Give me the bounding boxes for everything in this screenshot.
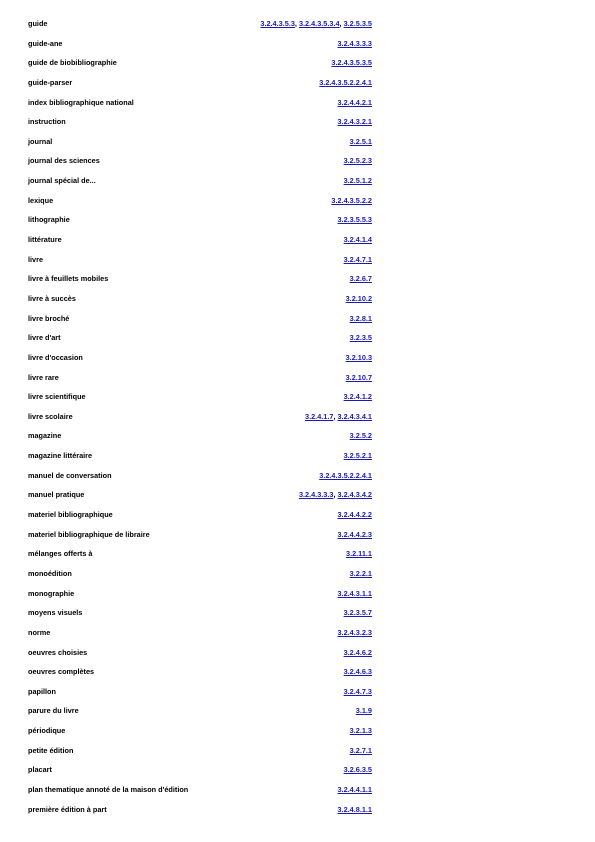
index-references: [200, 726, 372, 735]
index-term: monoédition: [28, 568, 72, 578]
section-reference-link[interactable]: 3.2.4.1.4: [343, 235, 372, 245]
section-reference-link[interactable]: 3.2.11.1: [346, 549, 372, 559]
index-references: [200, 196, 372, 205]
index-term: materiel bibliographique: [28, 510, 113, 520]
index-references: [200, 746, 372, 755]
index-entry: [0, 112, 595, 132]
section-reference-link[interactable]: 3.2.5.2.3: [343, 156, 372, 166]
index-term: petite édition: [28, 745, 74, 755]
index-list: [0, 14, 595, 819]
index-term: livre scientifique: [28, 392, 86, 402]
index-entry: [0, 505, 595, 525]
index-references: [200, 667, 372, 676]
index-term: guide: [28, 19, 48, 28]
section-reference-link[interactable]: 3.2.4.3.4.1: [337, 411, 372, 421]
index-references: [200, 569, 372, 578]
section-reference-link[interactable]: 3.2.1.3: [349, 726, 372, 736]
section-reference-link[interactable]: 3.2.4.3.5.3.5: [331, 58, 372, 68]
index-term: instruction: [28, 117, 66, 127]
section-reference-link[interactable]: 3.2.5.3.5: [343, 19, 372, 28]
index-references: [200, 274, 372, 283]
index-references: [200, 392, 372, 401]
index-entry: [0, 348, 595, 368]
index-term: périodique: [28, 726, 66, 736]
section-reference-link[interactable]: 3.2.2.1: [349, 568, 372, 578]
index-term: papillon: [28, 686, 56, 696]
index-term: moyens visuels: [28, 608, 83, 618]
index-references: [200, 687, 372, 696]
index-term: oeuvres complètes: [28, 667, 95, 677]
index-references: [200, 58, 372, 67]
section-reference-link[interactable]: 3.2.4.3.5.3: [260, 19, 295, 28]
section-reference-link[interactable]: 3.2.4.4.2.2: [337, 510, 372, 520]
index-entry: [0, 780, 595, 800]
section-reference-link[interactable]: 3.2.4.3.5.2.2: [331, 195, 372, 205]
index-references: 3.2.4.3.3.3, 3.2.4.3.4.2: [298, 490, 372, 500]
index-entry: [0, 564, 595, 584]
index-references: [200, 530, 372, 539]
index-term: plan thematique annoté de la maison d'édition: [28, 784, 189, 794]
section-reference-link[interactable]: 3.2.4.4.2.3: [337, 529, 372, 539]
index-references: [200, 353, 372, 362]
index-entry: [0, 93, 595, 113]
index-references: [200, 648, 372, 657]
section-reference-link[interactable]: 3.2.8.1: [349, 313, 372, 323]
index-term: livre rare: [28, 372, 59, 382]
index-term: placart: [28, 765, 52, 775]
index-entry: [0, 584, 595, 604]
section-reference-link[interactable]: 3.2.4.3.2.1: [337, 117, 372, 127]
index-entry: [0, 151, 595, 171]
index-entry: [0, 603, 595, 623]
section-reference-link[interactable]: 3.2.4.4.2.1: [337, 97, 372, 107]
index-references: [200, 78, 372, 87]
index-term: journal: [28, 136, 53, 146]
index-entry: [0, 701, 595, 721]
index-entry: [0, 53, 595, 73]
index-entry: [0, 485, 595, 505]
index-references: [200, 706, 372, 715]
index-entry: [0, 34, 595, 54]
index-references: [200, 98, 372, 107]
index-term: norme: [28, 627, 51, 637]
index-entry: [0, 230, 595, 250]
section-reference-link[interactable]: 3.2.3.5.5.3: [337, 215, 372, 225]
index-entry: [0, 446, 595, 466]
index-entry: [0, 387, 595, 407]
section-reference-link[interactable]: 3.2.4.3.4.2: [337, 490, 372, 500]
index-entry: [0, 466, 595, 486]
section-reference-link[interactable]: 3.2.3.5.7: [343, 608, 372, 618]
index-entry: [0, 426, 595, 446]
index-term: livre d'occasion: [28, 352, 83, 362]
index-term: magazine: [28, 431, 62, 441]
section-reference-link[interactable]: 3.2.4.4.1.1: [337, 784, 372, 794]
section-reference-link[interactable]: 3.2.4.3.5.3.4: [298, 19, 340, 28]
section-reference-link[interactable]: 3.1.9: [355, 706, 372, 716]
section-reference-link[interactable]: 3.2.6.3.5: [343, 765, 372, 775]
index-references: [200, 176, 372, 185]
section-reference-link[interactable]: 3.2.4.3.5.2.2.4.1: [319, 470, 372, 480]
section-reference-link[interactable]: 3.2.5.1.2: [343, 176, 372, 186]
index-term: livre à succès: [28, 293, 76, 303]
index-references: [200, 471, 372, 480]
index-entry: [0, 171, 595, 191]
index-term: monographie: [28, 588, 75, 598]
index-references: [200, 156, 372, 165]
index-references: [200, 510, 372, 519]
index-term: parure du livre: [28, 706, 79, 716]
index-entry: [0, 662, 595, 682]
index-references: 3.2.4.1.7, 3.2.4.3.4.1: [305, 411, 372, 421]
section-reference-link[interactable]: 3.2.4.7.1: [343, 254, 372, 264]
index-term: guide de biobibliographie: [28, 58, 117, 68]
index-references: [200, 785, 372, 794]
index-entry: [0, 132, 595, 152]
index-references: [200, 314, 372, 323]
section-reference-link[interactable]: 3.2.10.3: [345, 352, 372, 362]
index-term: livre broché: [28, 313, 70, 323]
section-reference-link[interactable]: 3.2.4.7.3: [343, 686, 372, 696]
index-references: [200, 373, 372, 382]
index-entry: [0, 760, 595, 780]
index-references: [200, 549, 372, 558]
index-entry: [0, 289, 595, 309]
index-entry: [0, 14, 595, 34]
section-reference-link[interactable]: 3.2.3.5: [349, 333, 372, 343]
index-entry: [0, 721, 595, 741]
section-reference-link[interactable]: 3.2.5.2.1: [343, 451, 372, 461]
index-references: [200, 235, 372, 244]
section-reference-link[interactable]: 3.2.6.7: [349, 274, 372, 284]
index-entry: [0, 309, 595, 329]
section-reference-link[interactable]: 3.2.4.3.3.3: [298, 490, 334, 500]
index-term: lexique: [28, 195, 54, 205]
section-reference-link[interactable]: 3.2.4.3.5.2.2.4.1: [319, 77, 372, 87]
index-term: magazine littéraire: [28, 451, 93, 461]
index-references: 3.2.4.3.5.3, 3.2.4.3.5.3.4, 3.2.5.3.5: [260, 19, 372, 28]
section-reference-link[interactable]: 3.2.4.8.1.1: [337, 804, 372, 814]
index-references: [200, 117, 372, 126]
index-term: livre: [28, 254, 44, 264]
index-references: [200, 215, 372, 224]
section-reference-link[interactable]: 3.2.10.7: [345, 372, 372, 382]
index-term: manuel pratique: [28, 490, 85, 500]
section-reference-link[interactable]: 3.2.10.2: [345, 293, 372, 303]
index-entry: [0, 741, 595, 761]
index-references: [200, 294, 372, 303]
index-term: materiel bibliographique de libraire: [28, 529, 150, 539]
index-term: mélanges offerts à: [28, 549, 93, 559]
index-references: [200, 589, 372, 598]
section-reference-link[interactable]: 3.2.4.1.7: [305, 411, 334, 421]
index-references: [200, 39, 372, 48]
index-references: [200, 805, 372, 814]
index-entry: [0, 250, 595, 270]
index-entry: [0, 210, 595, 230]
section-reference-link[interactable]: 3.2.5.1: [349, 136, 372, 146]
index-entry: [0, 368, 595, 388]
index-term: index bibliographique national: [28, 97, 134, 107]
index-references: [200, 608, 372, 617]
index-term: journal spécial de...: [28, 176, 96, 186]
index-term: livre à feuillets mobiles: [28, 274, 109, 284]
index-entry: [0, 623, 595, 643]
index-entry: [0, 544, 595, 564]
index-entry: [0, 328, 595, 348]
index-entry: [0, 407, 595, 427]
index-term: livre scolaire: [28, 411, 73, 421]
index-entry: [0, 682, 595, 702]
index-references: [200, 431, 372, 440]
index-references: [200, 628, 372, 637]
index-references: [200, 765, 372, 774]
index-term: première édition à part: [28, 804, 107, 814]
section-reference-link[interactable]: 3.2.4.3.1.1: [337, 588, 372, 598]
index-term: lithographie: [28, 215, 70, 225]
index-entry: [0, 73, 595, 93]
section-reference-link[interactable]: 3.2.4.3.3.3: [337, 38, 372, 48]
index-entry: [0, 269, 595, 289]
index-term: littérature: [28, 235, 62, 245]
index-term: guide-parser: [28, 77, 73, 87]
section-reference-link[interactable]: 3.2.4.6.2: [343, 647, 372, 657]
index-references: [200, 255, 372, 264]
section-reference-link[interactable]: 3.2.4.3.2.3: [337, 627, 372, 637]
index-term: livre d'art: [28, 333, 61, 343]
section-reference-link[interactable]: 3.2.5.2: [349, 431, 372, 441]
index-references: [200, 137, 372, 146]
index-term: journal des sciences: [28, 156, 100, 166]
index-term: manuel de conversation: [28, 470, 112, 480]
index-entry: [0, 525, 595, 545]
index-entry: [0, 191, 595, 211]
index-term: oeuvres choisies: [28, 647, 88, 657]
index-entry: [0, 800, 595, 820]
index-references: [200, 451, 372, 460]
section-reference-link[interactable]: 3.2.4.1.2: [343, 392, 372, 402]
index-entry: [0, 643, 595, 663]
section-reference-link[interactable]: 3.2.7.1: [349, 745, 372, 755]
index-term: guide-ane: [28, 38, 63, 48]
index-references: [200, 333, 372, 342]
section-reference-link[interactable]: 3.2.4.6.3: [343, 667, 372, 677]
